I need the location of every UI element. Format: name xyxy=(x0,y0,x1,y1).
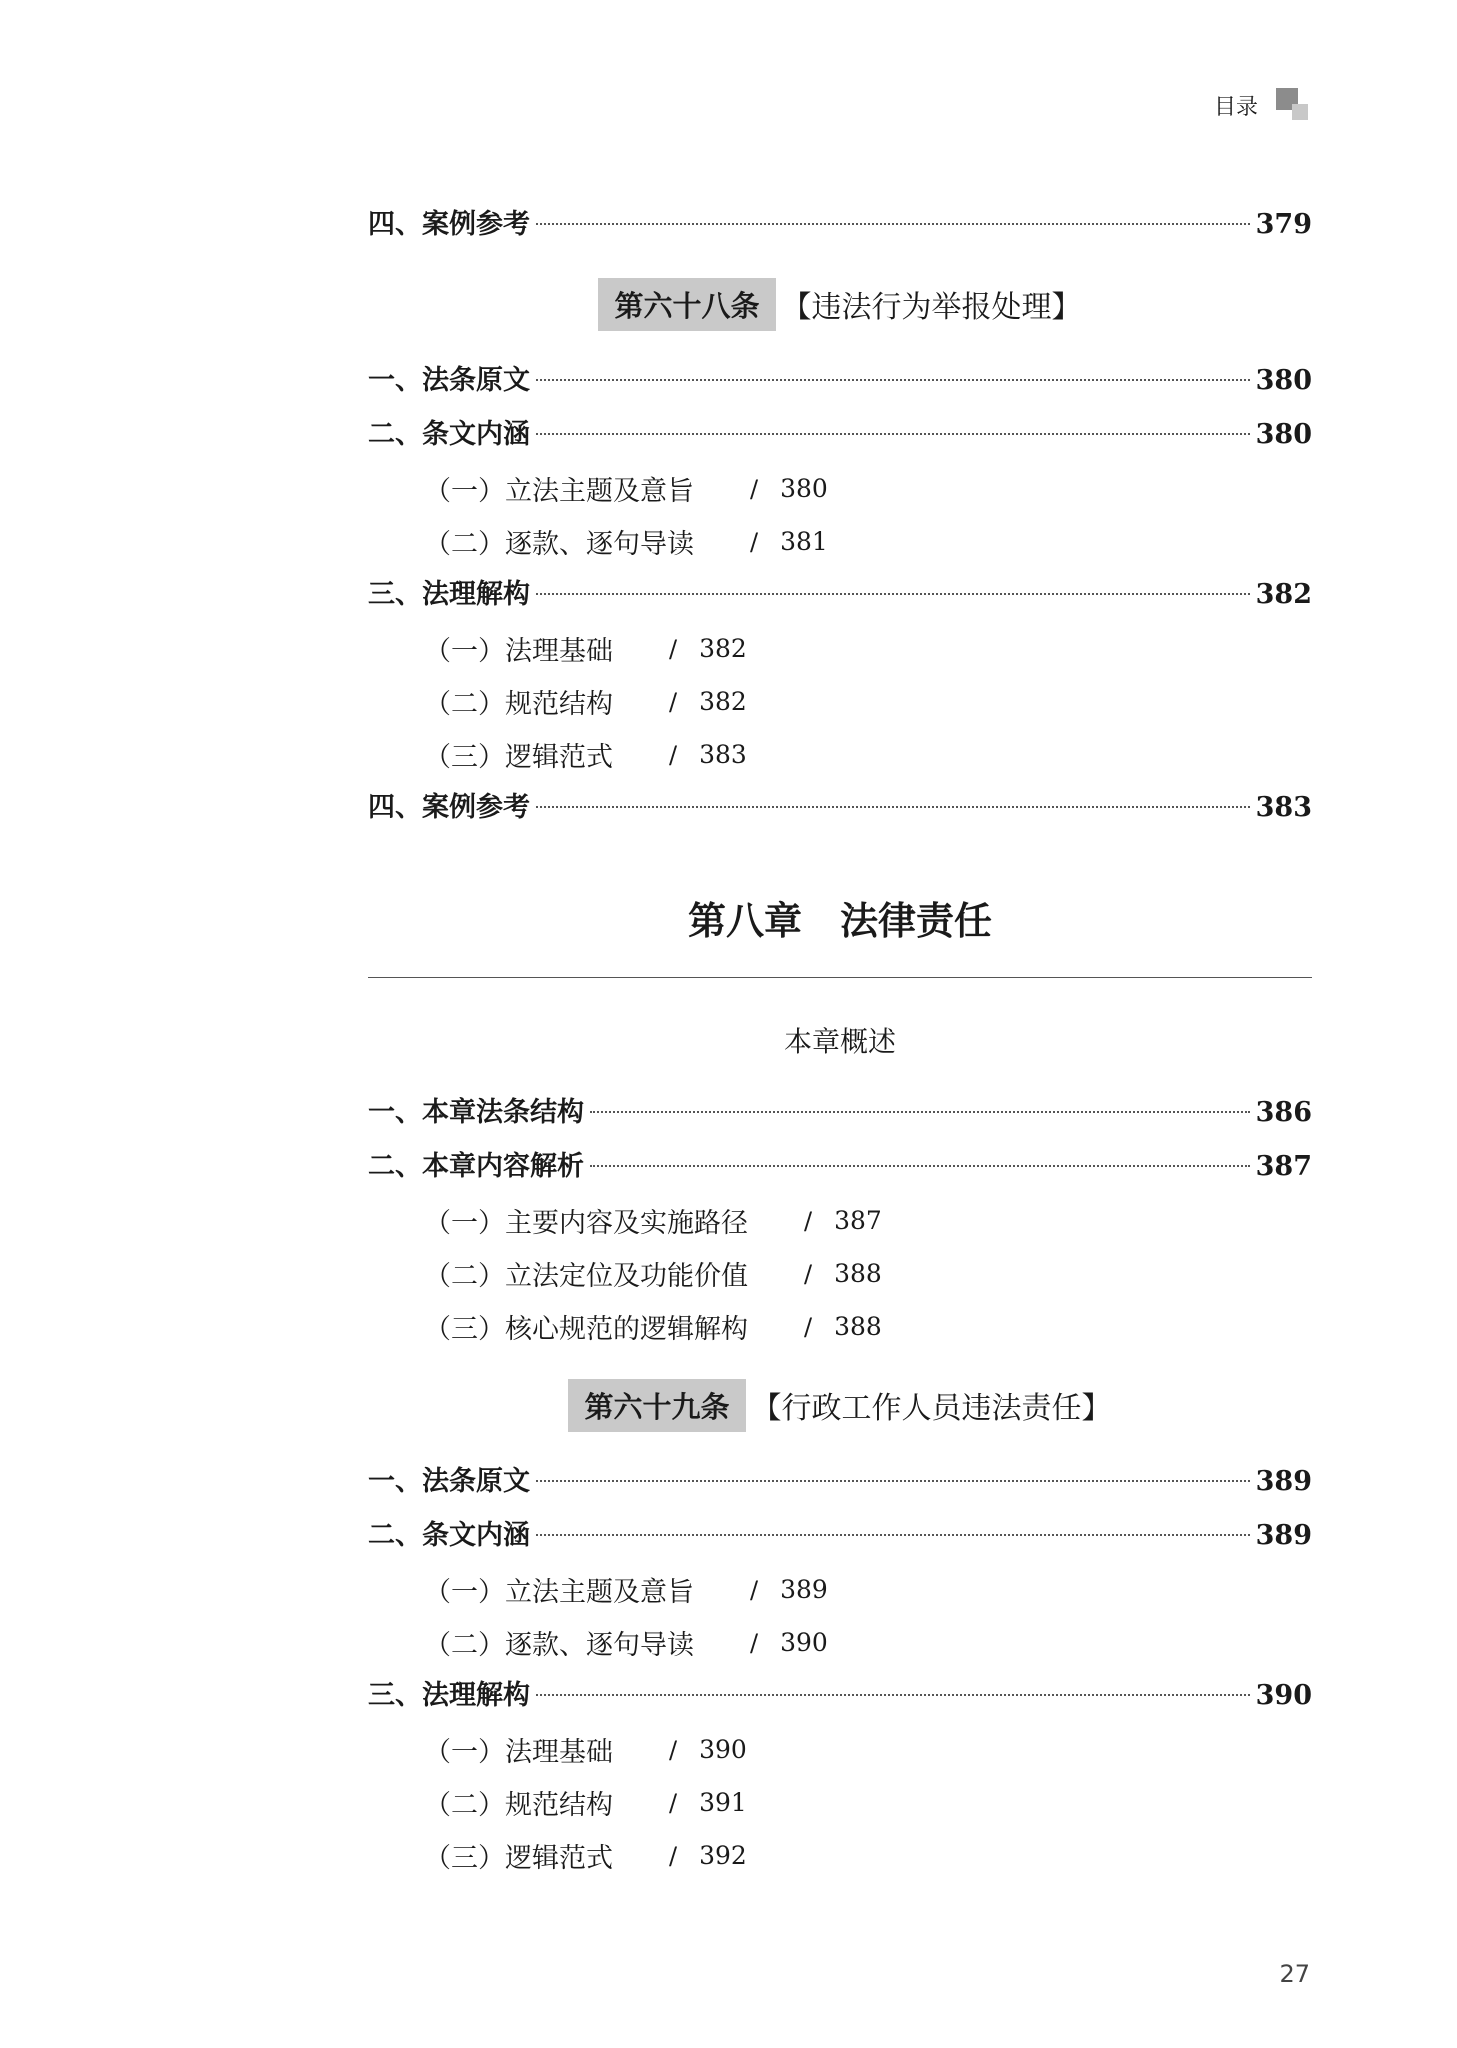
page-separator: / xyxy=(750,1575,759,1604)
toc-subentry[interactable] xyxy=(368,1776,1312,1829)
toc-subentry[interactable] xyxy=(368,1563,1312,1616)
toc-subentry-page: 383 xyxy=(699,740,747,769)
toc-entry[interactable] xyxy=(368,1669,1312,1723)
toc-entry-page: 380 xyxy=(1255,419,1312,450)
toc-subentry-page: 387 xyxy=(834,1206,882,1235)
toc-subentry-page: 390 xyxy=(699,1735,747,1764)
toc-entry[interactable] xyxy=(368,1140,1312,1194)
article-title: 【违法行为举报处理】 xyxy=(781,290,1082,325)
page-separator: / xyxy=(669,740,678,769)
page-separator: / xyxy=(750,527,759,556)
toc-subentry[interactable] xyxy=(368,1723,1312,1776)
dot-leader xyxy=(590,1165,1250,1167)
toc-entry[interactable] xyxy=(368,1086,1312,1140)
toc-subentry-page: 380 xyxy=(780,474,828,503)
toc-subentry-label: （一）法理基础 xyxy=(424,636,613,667)
toc-entry[interactable] xyxy=(368,198,1312,252)
dot-leader xyxy=(536,1694,1250,1696)
toc-subentry-page: 382 xyxy=(699,687,747,716)
toc-subentry[interactable] xyxy=(368,675,1312,728)
toc-subentry-label: （二）规范结构 xyxy=(424,1790,613,1821)
header-title: 目录 xyxy=(1213,94,1258,120)
toc-entry-label: 一、法条原文 xyxy=(368,1466,530,1497)
toc-entry-label: 三、法理解构 xyxy=(368,1680,530,1711)
toc-subentry-label: （一）法理基础 xyxy=(424,1737,613,1768)
toc-entry-page: 389 xyxy=(1255,1520,1312,1551)
toc-subentry-page: 388 xyxy=(834,1312,882,1341)
running-header xyxy=(1214,88,1310,122)
dot-leader xyxy=(536,1480,1250,1482)
toc-entry[interactable] xyxy=(368,1455,1312,1509)
page-separator: / xyxy=(804,1312,813,1341)
dot-leader xyxy=(536,223,1250,225)
toc-subentry-label: （三）逻辑范式 xyxy=(424,742,613,773)
page-separator: / xyxy=(804,1259,813,1288)
article-title: 【行政工作人员违法责任】 xyxy=(751,1391,1112,1426)
article-number: 第六十八条 xyxy=(598,278,775,331)
article-heading xyxy=(368,1375,1312,1435)
chapter-entries xyxy=(368,1086,1312,1353)
dot-leader xyxy=(536,1534,1250,1536)
toc-subentry[interactable] xyxy=(368,1194,1312,1247)
chapter-title: 第八章 法律责任 xyxy=(687,899,992,943)
toc-subentry[interactable] xyxy=(368,462,1312,515)
dot-leader xyxy=(536,806,1250,808)
toc-entry-label: 二、条文内涵 xyxy=(368,419,530,450)
toc-entry-page: 383 xyxy=(1255,792,1312,823)
toc-subentry-label: （二）逐款、逐句导读 xyxy=(424,529,694,560)
toc-subentry-label: （一）主要内容及实施路径 xyxy=(424,1208,748,1239)
chapter-divider xyxy=(368,977,1312,978)
page-separator: / xyxy=(669,1735,678,1764)
toc-entry-label: 二、本章内容解析 xyxy=(368,1151,584,1182)
page-number: 27 xyxy=(1279,1960,1310,1988)
toc-entry-page: 382 xyxy=(1255,579,1312,610)
page-separator: / xyxy=(669,1788,678,1817)
toc-subentry[interactable] xyxy=(368,515,1312,568)
toc-subentry-label: （二）规范结构 xyxy=(424,689,613,720)
article-69-entries xyxy=(368,1455,1312,1882)
toc-subentry-page: 389 xyxy=(780,1575,828,1604)
article-heading xyxy=(368,274,1312,334)
toc-entry-label: 四、案例参考 xyxy=(368,792,530,823)
page-separator: / xyxy=(804,1206,813,1235)
toc-entry-label: 二、条文内涵 xyxy=(368,1520,530,1551)
toc-subentry[interactable] xyxy=(368,1616,1312,1669)
toc-entry-page: 386 xyxy=(1255,1097,1312,1128)
toc-entry[interactable] xyxy=(368,1509,1312,1563)
article-number: 第六十九条 xyxy=(568,1379,745,1432)
page-separator: / xyxy=(669,687,678,716)
toc-subentry-label: （一）立法主题及意旨 xyxy=(424,1577,694,1608)
dot-leader xyxy=(536,379,1250,381)
toc-entry-page: 387 xyxy=(1255,1151,1312,1182)
toc-subentry[interactable] xyxy=(368,1829,1312,1882)
page-separator: / xyxy=(750,474,759,503)
toc-entry[interactable] xyxy=(368,781,1312,835)
toc-subentry[interactable] xyxy=(368,622,1312,675)
toc-subentry[interactable] xyxy=(368,728,1312,781)
toc-subentry-label: （二）立法定位及功能价值 xyxy=(424,1261,748,1292)
toc-entry-label: 三、法理解构 xyxy=(368,579,530,610)
toc-body xyxy=(368,198,1312,1882)
toc-entry-label: 一、法条原文 xyxy=(368,365,530,396)
toc-entry-page: 389 xyxy=(1255,1466,1312,1497)
overview-title: 本章概述 xyxy=(783,1025,896,1058)
toc-entry[interactable] xyxy=(368,408,1312,462)
article-68-entries xyxy=(368,354,1312,835)
toc-subentry-page: 388 xyxy=(834,1259,882,1288)
toc-subentry-page: 391 xyxy=(699,1788,747,1817)
toc-entry[interactable] xyxy=(368,568,1312,622)
toc-subentry-page: 390 xyxy=(780,1628,828,1657)
toc-entry-label: 四、案例参考 xyxy=(368,209,530,240)
toc-subentry-label: （一）立法主题及意旨 xyxy=(424,476,694,507)
toc-subentry-label: （二）逐款、逐句导读 xyxy=(424,1630,694,1661)
dot-leader xyxy=(536,593,1250,595)
toc-subentry-page: 392 xyxy=(699,1841,747,1870)
toc-entry-page: 390 xyxy=(1255,1680,1312,1711)
toc-subentry-label: （三）逻辑范式 xyxy=(424,1843,613,1874)
corner-square-icon xyxy=(1276,88,1310,122)
toc-subentry[interactable] xyxy=(368,1247,1312,1300)
page-separator: / xyxy=(750,1628,759,1657)
page-separator: / xyxy=(669,634,678,663)
page-separator: / xyxy=(669,1841,678,1870)
toc-subentry-page: 382 xyxy=(699,634,747,663)
toc-subentry-label: （三）核心规范的逻辑解构 xyxy=(424,1314,748,1345)
toc-entry-page: 379 xyxy=(1255,209,1312,240)
toc-entry-label: 一、本章法条结构 xyxy=(368,1097,584,1128)
toc-subentry[interactable] xyxy=(368,1300,1312,1353)
toc-subentry-page: 381 xyxy=(780,527,828,556)
dot-leader xyxy=(590,1111,1250,1113)
toc-entry[interactable] xyxy=(368,354,1312,408)
dot-leader xyxy=(536,433,1250,435)
toc-entry-page: 380 xyxy=(1255,365,1312,396)
